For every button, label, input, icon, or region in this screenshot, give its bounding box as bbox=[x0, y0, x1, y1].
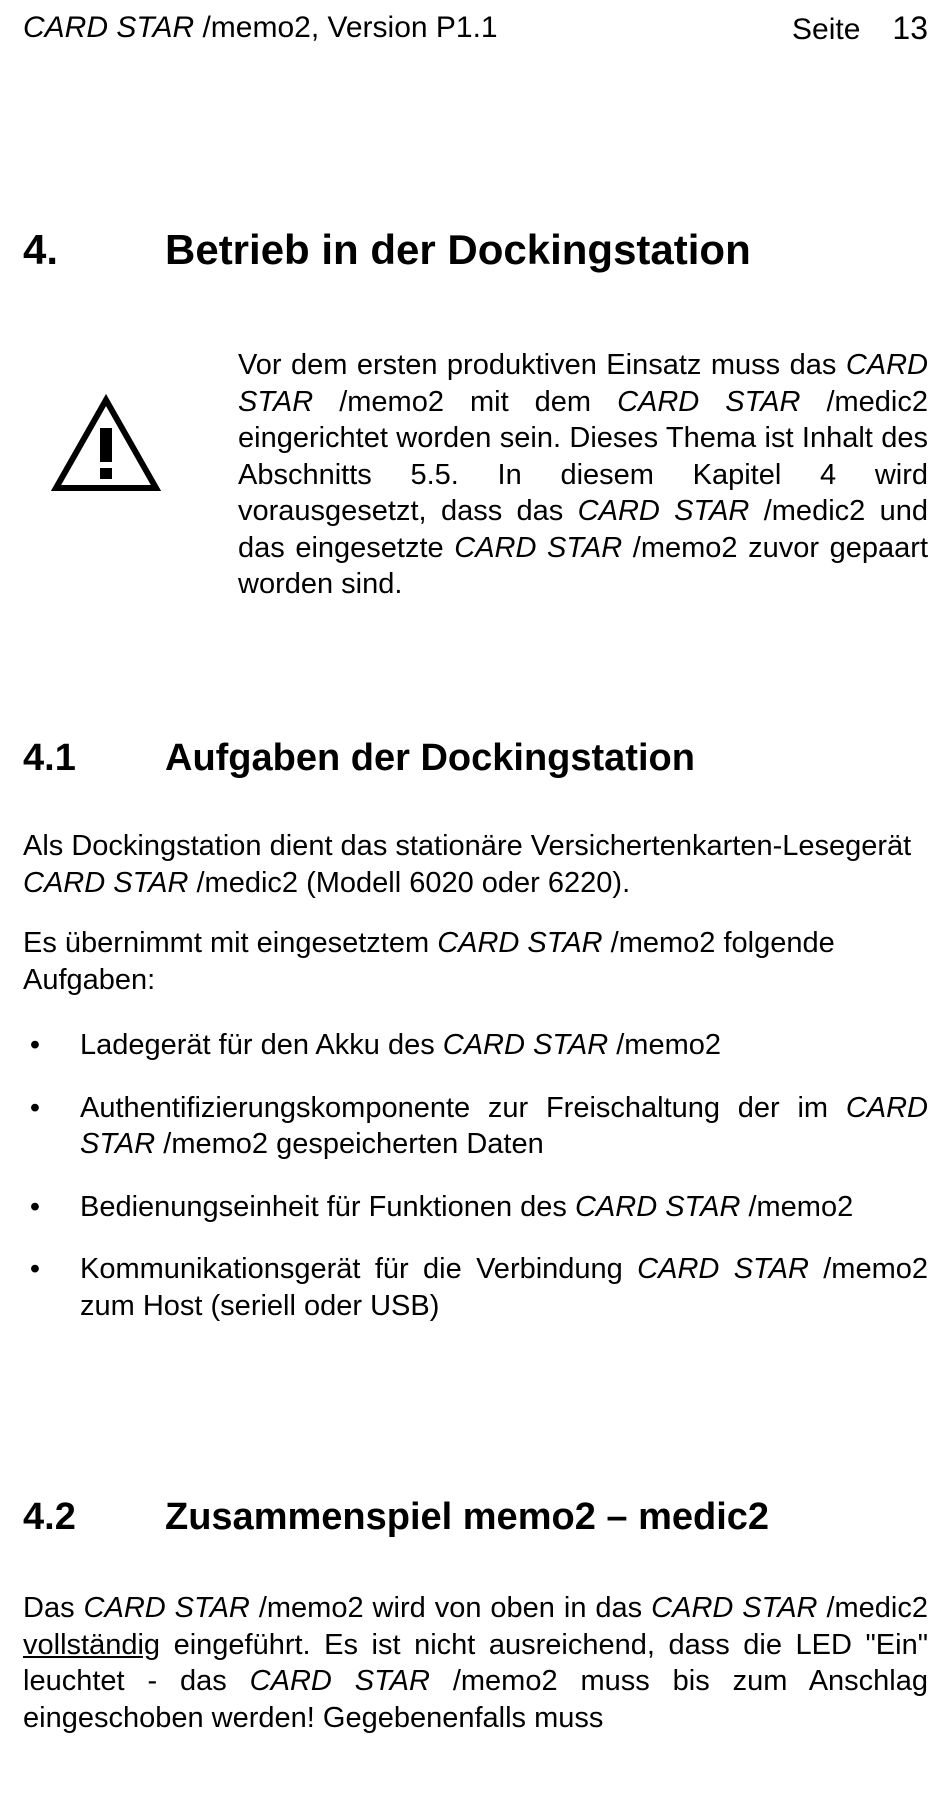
text-run: /medic2 eingerichtet worden sein. Dieses Thema ist Inhalt des Abschnitts 5.5. In diesem Kapitel 4 wird vorausgesetzt, dass das bbox=[238, 385, 928, 527]
section-title: Betrieb in der Dockingstation bbox=[165, 226, 751, 273]
text-run: Als Dockingstation dient das stationäre Versichertenkarten-Lesegerät bbox=[23, 830, 912, 862]
warning-text bbox=[238, 347, 928, 603]
page-indicator bbox=[792, 8, 928, 50]
bullet-symbol: • bbox=[29, 1091, 41, 1124]
task-list bbox=[23, 1027, 928, 1350]
product-name: CARD STAR bbox=[577, 495, 750, 527]
paragraph-dockingstation bbox=[23, 828, 928, 901]
section-number: 4.2 bbox=[23, 1496, 76, 1538]
bullet-symbol: • bbox=[29, 1190, 41, 1223]
text-run: /memo2 folgende Aufgaben: bbox=[23, 927, 835, 996]
page-header bbox=[23, 8, 928, 48]
document-title: CARD STAR /memo2, Version P1.1 bbox=[23, 11, 498, 44]
text-run: /memo2 muss bis zum Anschlag eingeschoben werden! Gegebenenfalls muss bbox=[23, 1665, 929, 1734]
text-run: /memo2 zuvor gepaart worden sind. bbox=[238, 531, 929, 600]
section-number: 4.1 bbox=[23, 737, 76, 779]
paragraph-aufgaben bbox=[23, 925, 928, 998]
paragraph-zusammenspiel bbox=[23, 1590, 928, 1736]
list-item bbox=[23, 1251, 928, 1324]
text-run: Das bbox=[23, 1592, 84, 1624]
section-4-heading bbox=[23, 224, 928, 276]
text-run: eingeführt. Es ist nicht ausreichend, dass die LED "Ein" leuchtet - das bbox=[23, 1628, 928, 1697]
text-run: /medic2 (Modell 6020 oder 6220). bbox=[188, 866, 631, 899]
product-name: CARD STAR bbox=[442, 1029, 609, 1061]
product-name: CARD STAR bbox=[23, 866, 189, 899]
text-run: Es übernimmt mit eingesetztem bbox=[23, 927, 438, 959]
section-number: 4. bbox=[23, 226, 59, 273]
product-name: CARD STAR bbox=[437, 927, 603, 959]
warning-icon bbox=[51, 394, 161, 494]
emphasis-text: vollständig bbox=[23, 1628, 161, 1661]
section-title: Aufgaben der Dockingstation bbox=[165, 737, 695, 779]
product-name: CARD STAR bbox=[83, 1592, 250, 1624]
product-name: CARD STAR bbox=[80, 1091, 928, 1160]
product-name: CARD STAR bbox=[238, 349, 928, 418]
text-run: Ladegerät für den Akku des bbox=[80, 1029, 443, 1061]
product-name: CARD STAR bbox=[249, 1665, 430, 1697]
section-4-2-heading bbox=[23, 1493, 928, 1541]
product-name: CARD STAR bbox=[454, 531, 623, 564]
text-run: /memo2 wird von oben in das bbox=[249, 1592, 652, 1624]
text-run: /memo2 gespeicherten Daten bbox=[155, 1128, 544, 1160]
product-name: CARD STAR bbox=[617, 385, 801, 418]
list-item bbox=[23, 1027, 928, 1064]
product-name: CARD STAR bbox=[637, 1253, 809, 1285]
product-name: CARD STAR bbox=[651, 1592, 818, 1624]
text-run: Kommunikationsgerät für die Verbindung bbox=[80, 1253, 638, 1285]
text-run: /memo2 mit dem bbox=[313, 385, 618, 418]
text-run: Authentifizierungskomponente zur Freischaltung der im bbox=[80, 1091, 846, 1124]
text-run: /medic2 und das eingesetzte bbox=[238, 495, 928, 564]
list-item bbox=[23, 1090, 928, 1163]
section-4-1-heading bbox=[23, 734, 928, 782]
text-run: /memo2 bbox=[740, 1190, 854, 1223]
product-name: CARD STAR bbox=[574, 1190, 741, 1223]
page-number: 13 bbox=[892, 10, 928, 46]
text-run: /memo2 zum Host (seriell oder USB) bbox=[80, 1253, 928, 1322]
bullet-symbol: • bbox=[29, 1029, 41, 1061]
text-run: Vor dem ersten produktiven Einsatz muss das bbox=[238, 349, 846, 381]
page-label: Seite bbox=[792, 13, 861, 46]
bullet-symbol: • bbox=[29, 1253, 41, 1285]
text-run: Bedienungseinheit für Funktionen des bbox=[80, 1190, 575, 1223]
section-title: Zusammenspiel memo2 – medic2 bbox=[165, 1496, 770, 1538]
list-item bbox=[23, 1189, 928, 1226]
text-run: /medic2 bbox=[817, 1592, 928, 1624]
document-page bbox=[23, 0, 928, 1802]
text-run: /memo2 bbox=[608, 1029, 722, 1061]
